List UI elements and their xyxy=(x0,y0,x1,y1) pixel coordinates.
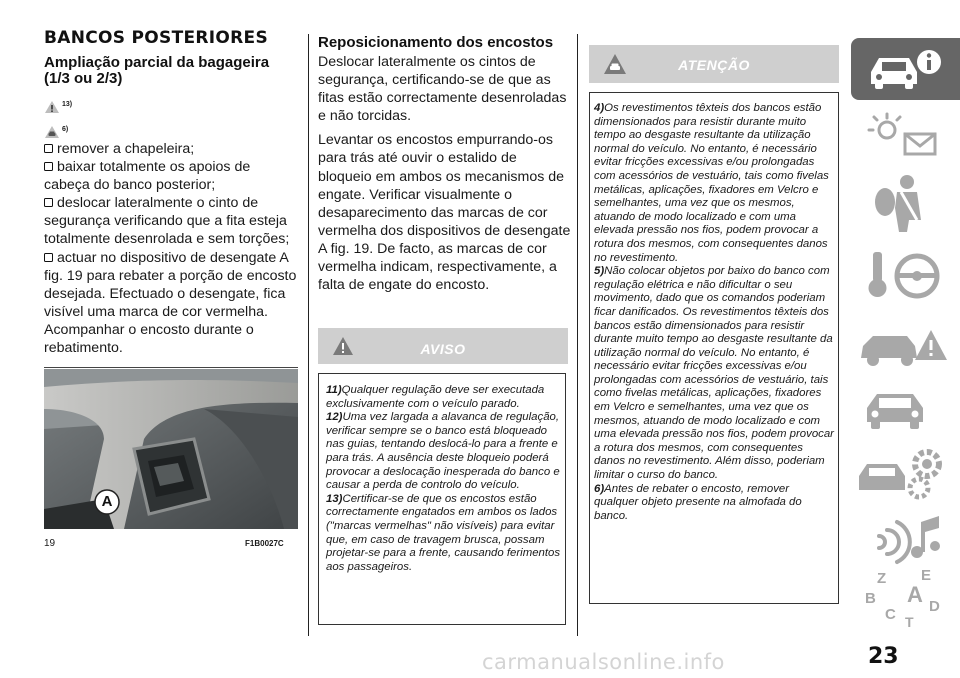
note-item: 12)Uma vez largada a alavanca de regulação, verificar sempre se o banco está bloqueado nas guias, tentando deslocá-lo para a frente e para trás. A ausência deste bloqueio poderá provocar a deslocação inesperada do banco e causar a perda de controlo do veículo. xyxy=(326,411,560,492)
dashboard-warning-lights-icon[interactable] xyxy=(851,110,960,166)
reposition-text xyxy=(318,53,572,300)
note-item: 5)Não colocar objetos por baixo do banco com regulação elétrica e não dificultar o seu movimento, dado que os comandos poderiam ficar danificados. Os revestimentos têxteis dos bancos estão dimensionados para resistir durante muito tempo ao desgaste resultante da utilização normal do veículo. No entanto, é necessário evitar fricções excessivas e/ou prolongadas com acessórios de vestuário, tais como fivelas metálicas, aplicações, fixadores em Velcro e semelhantes, uma vez que os mesmos, atuando de modo localizado e com uma elevada pressão nos fios, podem provocar a rotura dos mesmos, com consequentes danos no revestimento. Além disso, poderiam limitar o curso do banco. xyxy=(594,265,834,482)
list-item: remover a chapeleira; xyxy=(44,140,298,158)
figure-code: F1B0027C xyxy=(245,539,284,548)
watermark: carmanualsonline.info xyxy=(482,650,725,674)
atencao-header xyxy=(589,45,839,83)
paragraph: Deslocar lateralmente os cintos de segurança, certificando-se de que as fitas estão correctamente desenroladas e não torcidas. xyxy=(318,54,567,125)
airbag-seatbelt-icon[interactable] xyxy=(851,172,960,236)
seat-release-illustration xyxy=(44,369,298,529)
note-item: 13)Certificar-se de que os encostos estão correctamente engatados em ambos os lados ("marcas vermelhas" não visíveis) para evitar que, em caso de travagem brusca, possam projetar-se para a frente, causando ferimentos aos passageiros. xyxy=(326,492,561,573)
atencao-notes xyxy=(594,102,836,523)
car-specs-gears-icon[interactable] xyxy=(851,440,960,506)
figure-number: 19 xyxy=(44,538,56,549)
note-item: 6)Antes de rebater o encosto, remover qualquer objeto presente na almofada do banco. xyxy=(594,482,802,522)
note-item: 4)Os revestimentos têxteis dos bancos estão dimensionados para resistir durante muito tempo ao desgaste resultante da utilização normal do veículo. No entanto, é necessário evitar fricções excessivas e/ou prolongadas com acessórios de vestuário, tais como fivelas metálicas, aplicações, fixadores em Velcro e semelhantes, uma vez que os mesmos, atuando de modo localizado e com uma elevada pressão nos fios, podem provocar a rotura dos mesmos, com consequentes danos no revestimento. xyxy=(594,102,829,264)
callout-a-label: A xyxy=(101,493,113,510)
warning-reference-13: 13) xyxy=(44,96,72,114)
aviso-notes xyxy=(326,384,562,574)
section-title: BANCOS POSTERIORES xyxy=(44,28,269,48)
list-item: baixar totalmente os apoios de cabeça do banco posterior; xyxy=(44,159,251,194)
alphabetical-index-icon[interactable]: Z E B A C T D xyxy=(865,567,940,630)
procedure-steps xyxy=(44,140,298,357)
sidebar-tab-car-info[interactable] xyxy=(851,38,960,100)
column-divider xyxy=(577,34,578,636)
warning-triangle-icon xyxy=(44,100,60,114)
figure-top-rule xyxy=(44,367,298,368)
car-maintenance-icon[interactable] xyxy=(851,380,960,436)
atencao-label: ATENÇÃO xyxy=(678,57,750,73)
list-item: deslocar lateralmente o cinto de segurança verificando que a fita esteja totalmente desenrolada e sem torções; xyxy=(44,195,290,248)
note-item: 11)Qualquer regulação deve ser executada exclusivamente com o veículo parado. xyxy=(326,384,545,410)
key-steering-wheel-icon[interactable] xyxy=(851,244,960,304)
checkbox-bullet-icon xyxy=(44,162,53,171)
car-breakdown-icon[interactable] xyxy=(851,310,960,374)
figure-seat-release-photo xyxy=(44,369,298,529)
column-divider xyxy=(308,34,309,636)
subsection-title: Ampliação parcial da bagageira (1/3 ou 2/3) xyxy=(44,54,270,87)
car-caution-icon xyxy=(44,125,60,139)
checkbox-bullet-icon xyxy=(44,144,53,153)
paragraph: Levantar os encostos empurrando-os para trás até ouvir o estalido de bloqueio em ambos os mecanismos de engate. Verificar visualmente o desaparecimento das marcas de cor vermelha dos dispositivos de desengate A fig. 19. De facto, as marcas de cor vermelha indicam, respectivamente, a falta de engate do encosto. xyxy=(318,132,571,294)
aviso-label: AVISO xyxy=(420,341,466,357)
aviso-header xyxy=(318,328,568,364)
checkbox-bullet-icon xyxy=(44,253,53,262)
page-number: 23 xyxy=(868,644,899,669)
car-info-icon xyxy=(865,46,947,92)
subsection-heading: Reposicionamento dos encostos xyxy=(318,34,554,51)
list-item: actuar no dispositivo de desengate A fig. 19 para rebater a porção de encosto desejada. Efectuado o desengate, fica visível uma marca de cor vermelha. Acompanhar o encosto durante o rebatimento. xyxy=(44,249,297,357)
checkbox-bullet-icon xyxy=(44,198,53,207)
caution-reference-6: 6) xyxy=(44,121,68,139)
multimedia-icon[interactable] xyxy=(851,508,960,568)
